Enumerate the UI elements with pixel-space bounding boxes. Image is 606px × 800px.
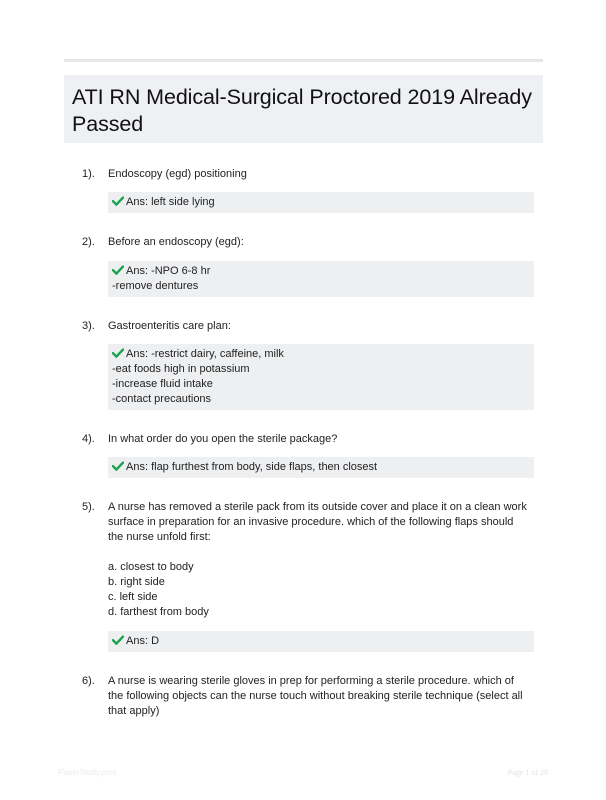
question-text: In what order do you open the sterile package? [108,433,338,445]
check-icon [112,265,124,275]
option-item: c. left side [108,591,158,603]
answer-line [112,264,530,279]
answer-box-3 [108,344,534,410]
check-icon [112,635,124,645]
answer-line [112,347,530,362]
option-item: a. closest to body [108,561,194,573]
answer-box-5 [108,631,534,652]
question-number: 3). [82,320,95,332]
answer-line [112,634,530,649]
answer-line: -remove dentures [112,280,199,292]
answer-text: Ans: flap furthest from body, side flaps, then closest [126,461,378,473]
answer-text: Ans: -NPO 6-8 hr [126,265,211,277]
question-text: A nurse is wearing sterile gloves in prep for performing a sterile procedure. which of the following objects can the nurse touch without breaking sterile technique (select all that apply) [108,675,523,717]
check-icon [112,196,124,206]
answer-text: Ans: left side lying [126,196,215,208]
answer-line: -increase fluid intake [112,378,213,390]
check-icon [112,461,124,471]
page-number: Page 1 of 28 [507,768,548,777]
answer-line [112,460,530,475]
check-icon [112,348,124,358]
document-title: ATI RN Medical-Surgical Proctored 2019 Already Passed [72,85,532,136]
answer-box-4 [108,457,534,478]
option-list [108,560,528,620]
answer-text: Ans: D [126,635,160,647]
top-divider [64,59,543,62]
question-number: 5). [82,501,95,513]
question-number: 2). [82,236,95,248]
answer-line [112,195,530,210]
answer-box-1 [108,192,534,213]
question-text: A nurse has removed a sterile pack from its outside cover and place it on a clean work surface in preparation for an invasive procedure. which of the following flaps should the nurse unfold first: [108,501,527,543]
question-number: 4). [82,433,95,445]
title-banner [64,75,543,143]
question-text: Endoscopy (egd) positioning [108,168,247,180]
question-text: Before an endoscopy (egd): [108,236,244,248]
option-item: d. farthest from body [108,606,209,618]
answer-text: Ans: -restrict dairy, caffeine, milk [126,348,284,360]
option-item: b. right side [108,576,165,588]
question-body [108,500,528,620]
question-text: Gastroenteritis care plan: [108,320,231,332]
answer-line: -contact precautions [112,393,212,405]
answer-box-2 [108,261,534,297]
question-number: 6). [82,675,95,687]
answer-line: -eat foods high in potassium [112,363,250,375]
question-number: 1). [82,168,95,180]
watermark: PaperStudy.com [58,768,117,777]
